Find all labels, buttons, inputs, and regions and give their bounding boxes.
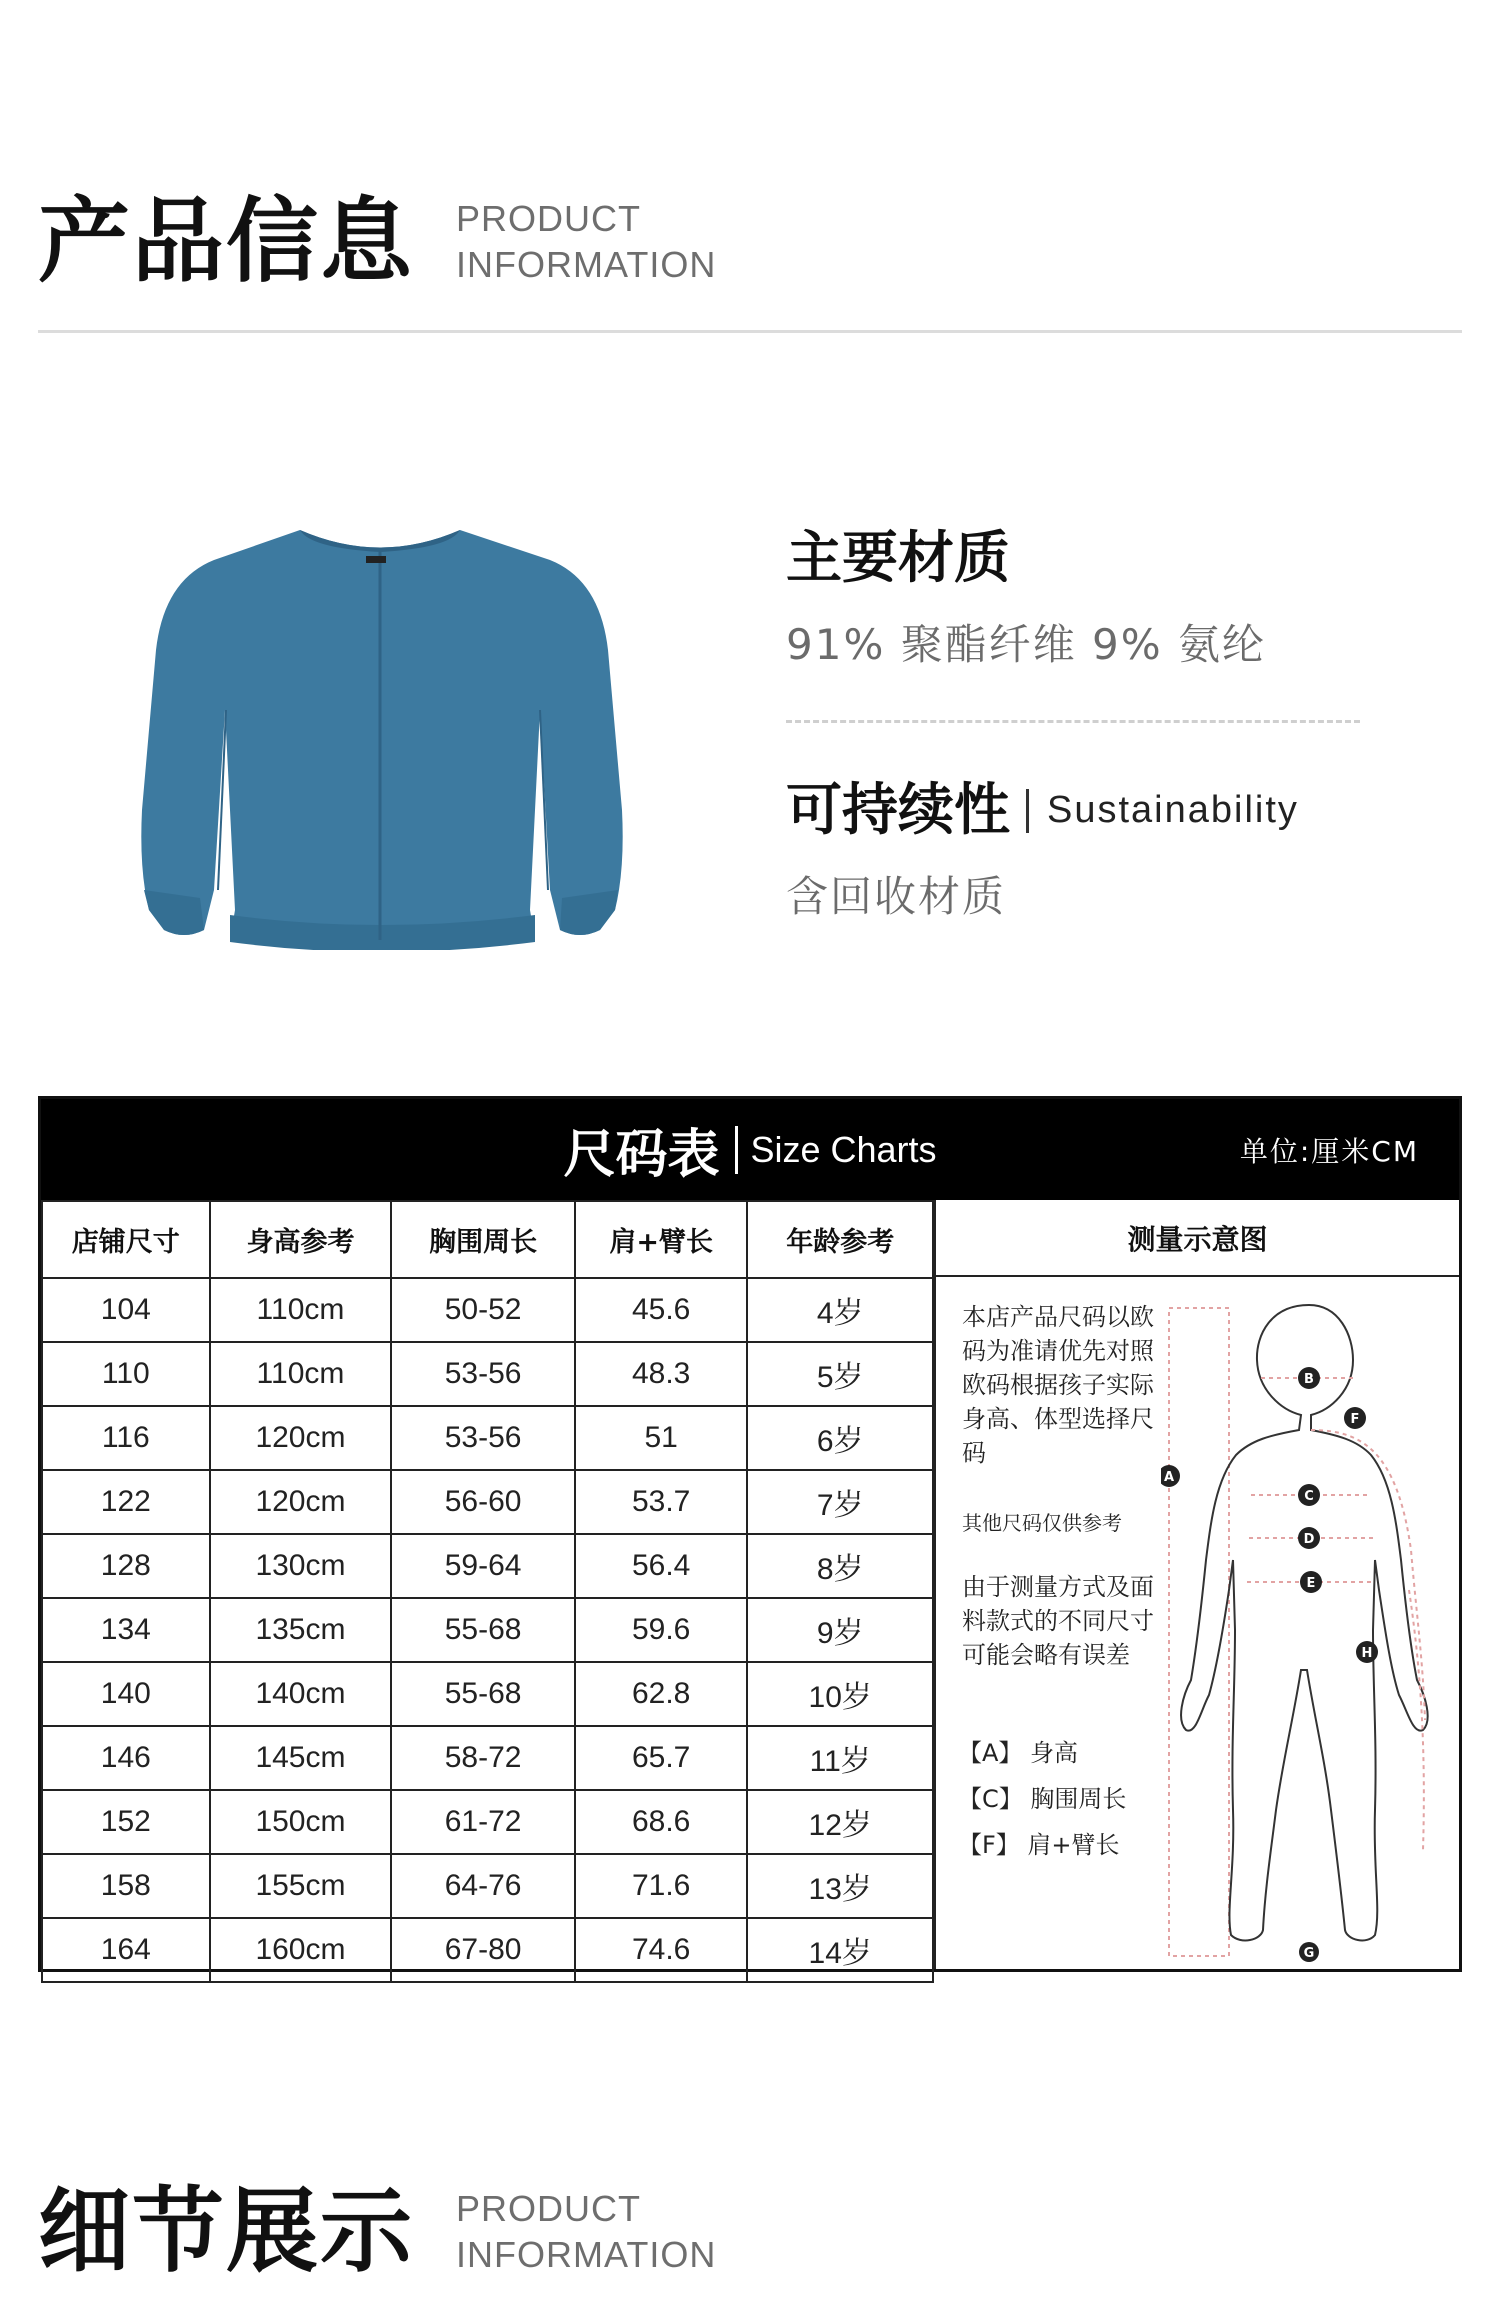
table-cell: 146: [42, 1726, 210, 1790]
sweatshirt-image: [130, 510, 630, 950]
marker-d: D: [1303, 1532, 1315, 1547]
sustainability-block: [786, 780, 1299, 924]
table-row: [42, 1790, 933, 1854]
section-subtitle: [456, 196, 716, 288]
table-cell: 8岁: [747, 1534, 933, 1598]
product-info-header: [38, 188, 717, 295]
table-cell: 150cm: [210, 1790, 392, 1854]
table-cell: 55-68: [391, 1598, 575, 1662]
subtitle-line-2: INFORMATION: [456, 244, 717, 285]
table-cell: 9岁: [747, 1598, 933, 1662]
table-cell: 155cm: [210, 1854, 392, 1918]
table-cell: 134: [42, 1598, 210, 1662]
legend-item-f: 【F】 肩+臂长: [958, 1831, 1120, 1859]
table-cell: 11岁: [747, 1726, 933, 1790]
table-row: [42, 1854, 933, 1918]
table-row: [42, 1470, 933, 1534]
section-title: 产品信息: [38, 188, 415, 295]
marker-g: G: [1303, 1946, 1315, 1961]
dashed-divider: [786, 720, 1360, 723]
size-chart-title: 尺码表: [563, 1125, 720, 1185]
table-row: [42, 1598, 933, 1662]
column-header: 肩+臂长: [575, 1201, 748, 1278]
table-cell: 104: [42, 1278, 210, 1342]
marker-b: B: [1304, 1372, 1314, 1387]
diagram-title: 测量示意图: [936, 1200, 1459, 1277]
size-chart: [38, 1096, 1462, 1972]
table-cell: 130cm: [210, 1534, 392, 1598]
table-cell: 61-72: [391, 1790, 575, 1854]
table-row: [42, 1406, 933, 1470]
sustainability-label-en: Sustainability: [1047, 789, 1299, 832]
table-cell: 45.6: [575, 1278, 748, 1342]
table-cell: 120cm: [210, 1406, 392, 1470]
measurement-diagram: [934, 1200, 1459, 1969]
detail-header: [38, 2178, 717, 2285]
table-cell: 48.3: [575, 1342, 748, 1406]
table-cell: 68.6: [575, 1790, 748, 1854]
section-subtitle: [456, 2186, 716, 2278]
size-chart-header: [41, 1099, 1459, 1200]
table-cell: 56-60: [391, 1470, 575, 1534]
table-row: [42, 1918, 933, 1982]
table-cell: 51: [575, 1406, 748, 1470]
table-cell: 55-68: [391, 1662, 575, 1726]
table-cell: 158: [42, 1854, 210, 1918]
table-cell: 50-52: [391, 1278, 575, 1342]
table-cell: 110cm: [210, 1278, 392, 1342]
table-cell: 71.6: [575, 1854, 748, 1918]
subtitle-line-1: PRODUCT: [456, 2188, 642, 2229]
table-cell: 128: [42, 1534, 210, 1598]
material-heading: 主要材质: [786, 526, 1010, 591]
table-cell: 53.7: [575, 1470, 748, 1534]
sustainability-title-row: [786, 780, 1299, 842]
table-cell: 53-56: [391, 1342, 575, 1406]
table-cell: 12岁: [747, 1790, 933, 1854]
subtitle-line-2: INFORMATION: [456, 2234, 717, 2275]
table-cell: 6岁: [747, 1406, 933, 1470]
table-header-row: [42, 1201, 933, 1278]
table-cell: 4岁: [747, 1278, 933, 1342]
header-separator: [735, 1126, 738, 1174]
section-title: 细节展示: [38, 2178, 415, 2285]
marker-h: H: [1361, 1646, 1373, 1661]
table-cell: 164: [42, 1918, 210, 1982]
table-cell: 67-80: [391, 1918, 575, 1982]
legend-item-c: 【C】 胸围周长: [958, 1785, 1127, 1813]
marker-e: E: [1306, 1576, 1316, 1591]
table-cell: 110: [42, 1342, 210, 1406]
table-row: [42, 1278, 933, 1342]
table-cell: 53-56: [391, 1406, 575, 1470]
table-cell: 116: [42, 1406, 210, 1470]
table-cell: 120cm: [210, 1470, 392, 1534]
column-header: 店铺尺寸: [42, 1201, 210, 1278]
table-cell: 58-72: [391, 1726, 575, 1790]
unit-label: 单位:厘米CM: [1239, 1134, 1419, 1168]
table-cell: 122: [42, 1470, 210, 1534]
table-cell: 65.7: [575, 1726, 748, 1790]
measurement-legend: [958, 1730, 1126, 1868]
marker-a: A: [1163, 1470, 1175, 1485]
table-cell: 160cm: [210, 1918, 392, 1982]
table-row: [42, 1726, 933, 1790]
child-body-outline: [1161, 1290, 1456, 1962]
vertical-separator: [1026, 789, 1029, 833]
table-cell: 56.4: [575, 1534, 748, 1598]
material-value: 91% 聚酯纤维 9% 氨纶: [786, 619, 1267, 669]
table-cell: 10岁: [747, 1662, 933, 1726]
material-block: [786, 528, 1266, 672]
column-header: 年龄参考: [747, 1201, 933, 1278]
size-table: [41, 1200, 934, 1983]
table-row: [42, 1342, 933, 1406]
note-size-standard: 本店产品尺码以欧码为准请优先对照欧码根据孩子实际身高、体型选择尺码: [962, 1303, 1154, 1467]
note-measurement-error: 由于测量方式及面料款式的不同尺寸可能会略有误差: [962, 1573, 1154, 1669]
size-chart-title-en: Size Charts: [750, 1128, 937, 1170]
column-header: 身高参考: [210, 1201, 392, 1278]
table-cell: 110cm: [210, 1342, 392, 1406]
table-cell: 59-64: [391, 1534, 575, 1598]
table-cell: 135cm: [210, 1598, 392, 1662]
table-cell: 59.6: [575, 1598, 748, 1662]
table-cell: 62.8: [575, 1662, 748, 1726]
table-cell: 7岁: [747, 1470, 933, 1534]
subtitle-line-1: PRODUCT: [456, 198, 642, 239]
table-cell: 152: [42, 1790, 210, 1854]
column-header: 胸围周长: [391, 1201, 575, 1278]
table-cell: 14岁: [747, 1918, 933, 1982]
header-divider: [38, 330, 1462, 333]
table-cell: 140: [42, 1662, 210, 1726]
table-cell: 64-76: [391, 1854, 575, 1918]
sustainability-heading: 可持续性: [786, 778, 1010, 843]
sustainability-value: 含回收材质: [786, 871, 1007, 921]
table-cell: 140cm: [210, 1662, 392, 1726]
table-cell: 145cm: [210, 1726, 392, 1790]
table-row: [42, 1662, 933, 1726]
table-cell: 13岁: [747, 1854, 933, 1918]
table-row: [42, 1534, 933, 1598]
marker-f: F: [1350, 1412, 1360, 1427]
marker-c: C: [1304, 1489, 1314, 1504]
note-reference: 其他尺码仅供参考: [962, 1511, 1122, 1535]
table-cell: 74.6: [575, 1918, 748, 1982]
legend-item-a: 【A】 身高: [958, 1739, 1079, 1767]
table-cell: 5岁: [747, 1342, 933, 1406]
